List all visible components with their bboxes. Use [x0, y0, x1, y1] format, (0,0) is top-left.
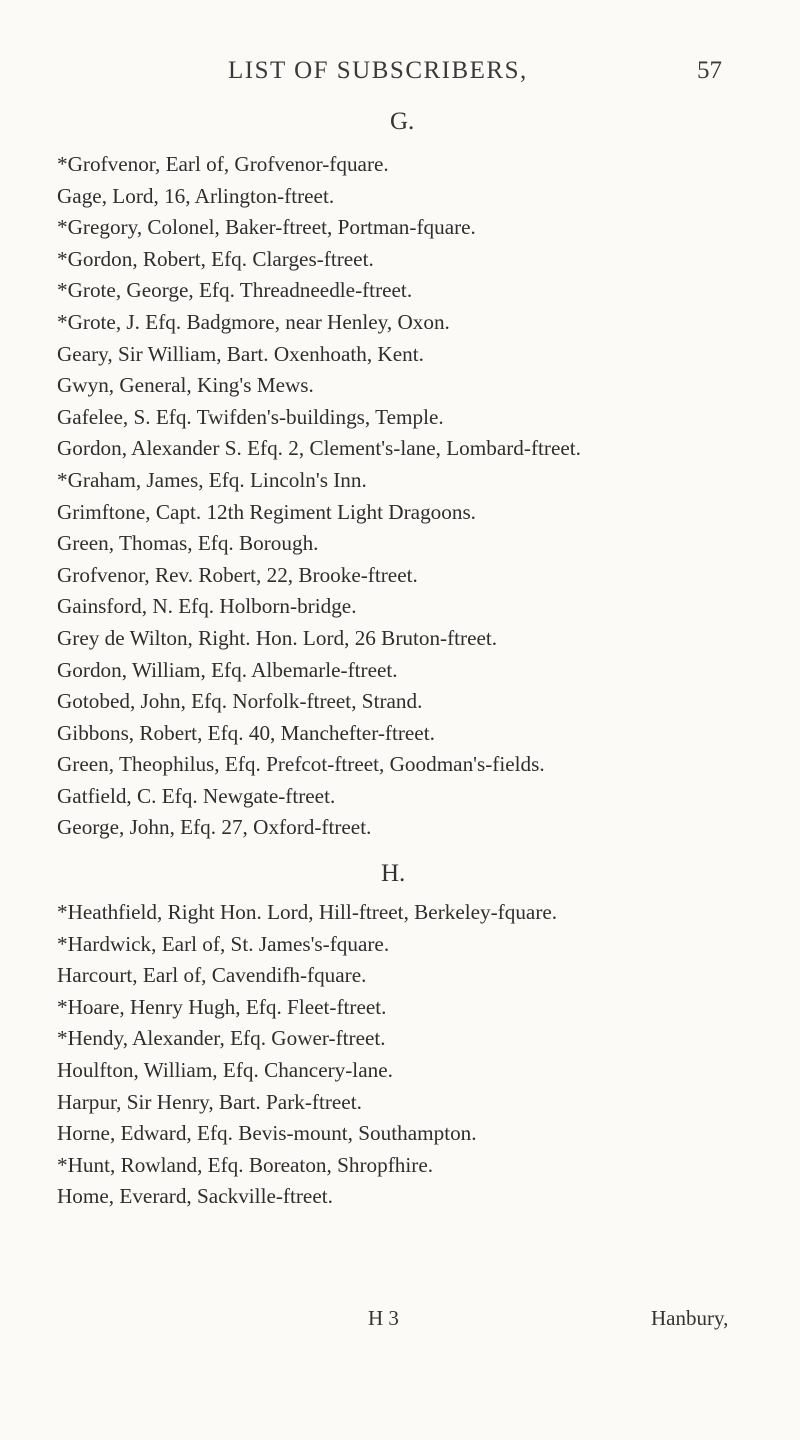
subscriber-list-h: [57, 897, 797, 1213]
section-letter-h: H.: [381, 860, 406, 887]
signature-mark: H 3: [368, 1306, 399, 1330]
subscriber-entry: *Hunt, Rowland, Efq. Boreaton, Shropfhire.: [57, 1152, 434, 1177]
subscriber-entry: Green, Thomas, Efq. Borough.: [57, 531, 319, 556]
subscriber-entry: Harcourt, Earl of, Cavendifh-fquare.: [57, 963, 367, 988]
subscriber-entry: *Hendy, Alexander, Efq. Gower-ftreet.: [57, 1026, 386, 1051]
subscriber-entry: *Hardwick, Earl of, St. James's-fquare.: [57, 931, 390, 956]
subscriber-entry: Green, Theophilus, Efq. Prefcot-ftreet, Goodman's-fields.: [57, 752, 545, 777]
subscriber-entry: Geary, Sir William, Bart. Oxenhoath, Kent.: [57, 341, 424, 366]
subscriber-entry: George, John, Efq. 27, Oxford-ftreet.: [57, 815, 372, 840]
running-title: LIST OF SUBSCRIBERS,: [228, 57, 528, 84]
subscriber-entry: Gotobed, John, Efq. Norfolk-ftreet, Strand.: [57, 689, 423, 714]
subscriber-entry: Grimftone, Capt. 12th Regiment Light Dragoons.: [57, 499, 476, 524]
subscriber-entry: Grey de Wilton, Right. Hon. Lord, 26 Bruton-ftreet.: [57, 625, 498, 650]
subscriber-entry: Gordon, Alexander S. Efq. 2, Clement's-lane, Lombard-ftreet.: [57, 436, 581, 461]
subscriber-entry: *Hoare, Henry Hugh, Efq. Fleet-ftreet.: [57, 994, 387, 1019]
subscriber-entry: *Graham, James, Efq. Lincoln's Inn.: [57, 467, 367, 492]
subscriber-entry: Home, Everard, Sackville-ftreet.: [57, 1184, 333, 1209]
subscriber-entry: Gainsford, N. Efq. Holborn-bridge.: [57, 594, 357, 619]
page-number: 57: [697, 57, 722, 84]
subscriber-entry: Gafelee, S. Efq. Twifden's-buildings, Temple.: [57, 404, 444, 429]
subscriber-entry: Houlfton, William, Efq. Chancery-lane.: [57, 1057, 393, 1082]
subscriber-entry: *Grofvenor, Earl of, Grofvenor-fquare.: [57, 152, 389, 176]
subscriber-entry: Gatfield, C. Efq. Newgate-ftreet.: [57, 783, 336, 808]
subscriber-entry: Harpur, Sir Henry, Bart. Park-ftreet.: [57, 1089, 362, 1114]
subscriber-entry: *Grote, George, Efq. Threadneedle-ftreet.: [57, 278, 413, 303]
subscriber-entry: Gibbons, Robert, Efq. 40, Manchefter-ftreet.: [57, 720, 435, 745]
page-footer: [0, 1306, 800, 1338]
subscriber-entry: Horne, Edward, Efq. Bevis-mount, Southampton.: [57, 1121, 477, 1146]
subscriber-entry: *Gregory, Colonel, Baker-ftreet, Portman-fquare.: [57, 215, 476, 240]
catchword: Hanbury,: [651, 1306, 729, 1330]
subscriber-entry: *Grote, J. Efq. Badgmore, near Henley, Oxon.: [57, 309, 450, 334]
subscriber-entry: *Gordon, Robert, Efq. Clarges-ftreet.: [57, 246, 374, 271]
subscriber-entry: Gwyn, General, King's Mews.: [57, 373, 314, 398]
subscriber-list-g: [57, 149, 797, 844]
running-head: [0, 57, 800, 97]
subscriber-entry: Grofvenor, Rev. Robert, 22, Brooke-ftreet.: [57, 562, 418, 587]
section-letter-g: G.: [390, 108, 415, 135]
subscriber-entry: *Heathfield, Right Hon. Lord, Hill-ftreet, Berkeley-fquare.: [57, 900, 558, 924]
subscriber-entry: Gordon, William, Efq. Albemarle-ftreet.: [57, 657, 398, 682]
subscriber-entry: Gage, Lord, 16, Arlington-ftreet.: [57, 183, 335, 208]
